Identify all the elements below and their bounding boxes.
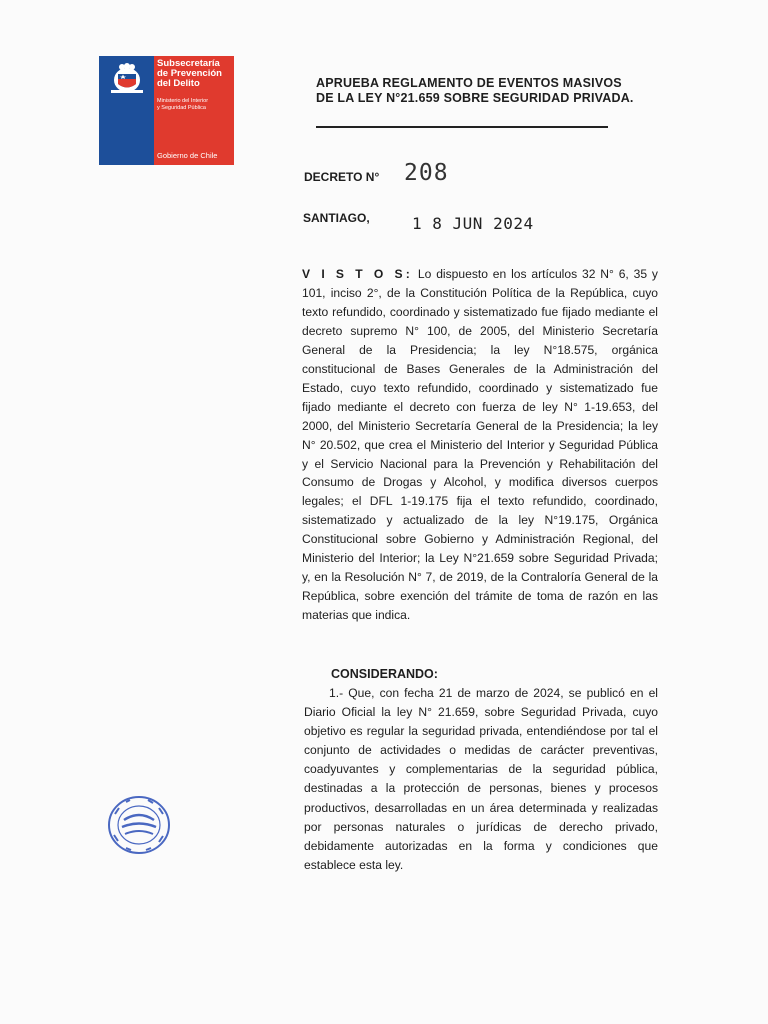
vistos-paragraph (302, 265, 658, 625)
date-stamp: 1 8 JUN 2024 (412, 214, 534, 233)
considerando-heading: CONSIDERANDO: (331, 667, 438, 681)
decree-label: DECRETO N° (304, 170, 380, 184)
vistos-text: Lo dispuesto en los artículos 32 N° 6, 35 y 101, inciso 2°, de la Constitución Política de la República, cuyo texto refundido, coordinado y sistematizado fue fijado mediante el decreto supremo N° 100, de 2005, del Ministerio Secretaría General de la Presidencia; la ley N°18.575, orgánica constitucional de Bases Generales de la Administración del Estado, cuyo texto refundido, coordinado y sistematizado fue fijado mediante el decreto con fuerza de ley N° 1-19.653, del 2000, del Ministerio Secretaría General de la Presidencia; la ley N° 20.502, que crea el Ministerio del Interior y Seguridad Pública y el Servicio Nacional para la Prevención y Rehabilitación del Consumo de Drogas y Alcohol, y modifica diversos cuerpos legales; el DFL 1-19.175 fija el texto refundido, coordinado, sistematizado y actualizado de la ley N°19.175, Orgánica Constitucional sobre Gobierno y Administración Regional, del Ministerio del Interior; la Ley N°21.659 sobre Seguridad Privada; y, en la Resolución N° 7, de 2019, de la Contraloría General de la República, sobre exención del trámite de toma de razón en las materias que indica. (302, 267, 658, 623)
title-line-2: DE LA LEY N°21.659 SOBRE SEGURIDAD PRIVADA. (316, 91, 634, 105)
logo-line-3: del Delito (157, 78, 200, 89)
logo-red-panel (154, 56, 234, 165)
title-line-1: APRUEBA REGLAMENTO DE EVENTOS MASIVOS (316, 76, 622, 90)
logo-line-1: Subsecretaría (157, 58, 220, 69)
logo-ministry-line-1: Ministerio del Interior (157, 98, 209, 104)
document-title (316, 76, 634, 106)
vistos-label: V I S T O S: (302, 267, 414, 281)
logo-ministry-line-2: y Seguridad Pública (157, 104, 206, 111)
logo-agency-name (157, 59, 222, 89)
place-label: SANTIAGO, (303, 211, 370, 225)
decree-number: 208 (404, 160, 449, 186)
institution-logo (99, 56, 234, 165)
considerando-paragraph-1: 1.- Que, con fecha 21 de marzo de 2024, se publicó en el Diario Oficial la ley N° 21.659, sobre Seguridad Privada, cuyo objetivo es regular la seguridad privada, entendiéndose por tal el conjunto de actividades o medidas de carácter preventivas, coadyuvantes y complementarias de la seguridad pública, destinadas a la protección de personas, bienes y procesos productivos, desarrolladas en un área determinada y realizadas por personas naturales o jurídicas de derecho privado, debidamente autorizadas en la forma y condiciones que establece esta ley. (304, 686, 658, 872)
title-underline (316, 126, 608, 128)
logo-line-2: de Prevención (157, 68, 222, 79)
logo-government: Gobierno de Chile (157, 151, 218, 160)
coat-of-arms-icon (105, 60, 149, 98)
logo-ministry (157, 98, 208, 111)
official-stamp-icon (106, 794, 172, 856)
logo-blue-panel (99, 56, 154, 165)
